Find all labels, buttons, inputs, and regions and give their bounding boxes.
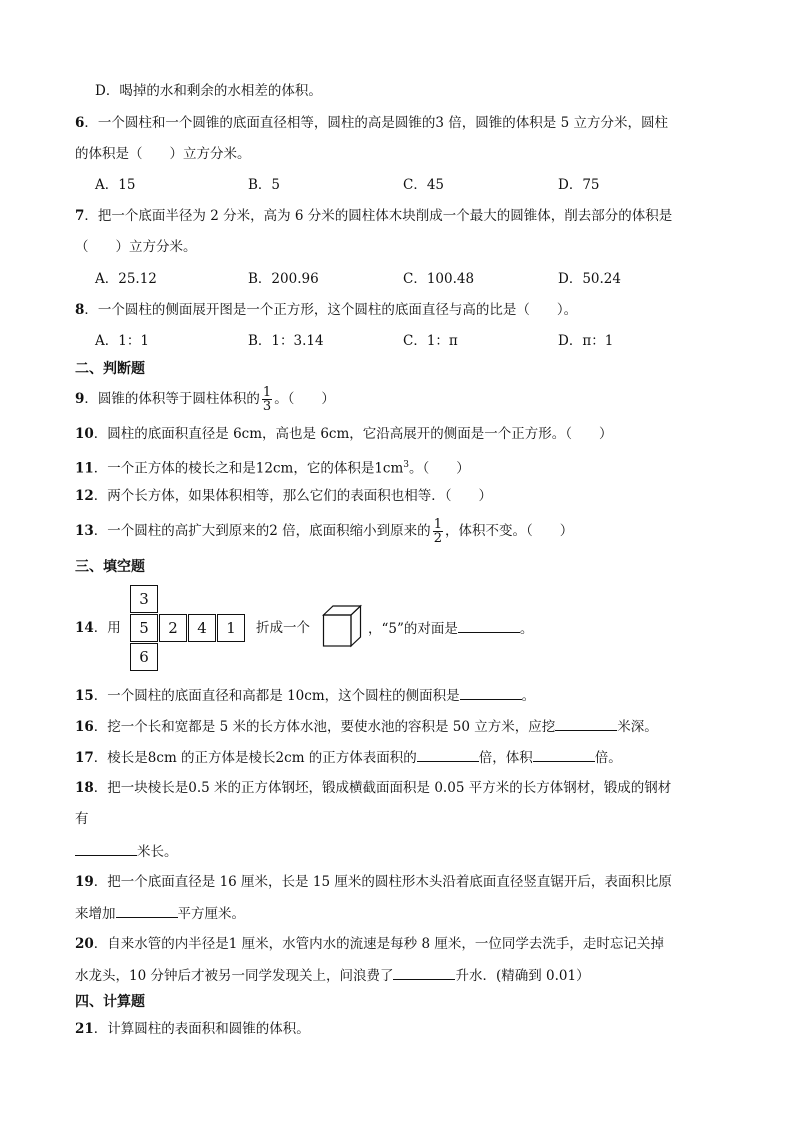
question-number: 15 (75, 688, 94, 704)
question-text: ．一个圆柱的高扩大到原来的2 倍，底面积缩小到原来的 (93, 523, 431, 539)
question-8 (75, 300, 577, 320)
question-number: 12 (75, 488, 94, 504)
question-number: 11 (75, 460, 94, 477)
question-text: ．圆锥的体积等于圆柱体积的 (84, 391, 260, 407)
question-number: 21 (75, 1021, 94, 1037)
q6-option-a: A．15 (95, 177, 136, 193)
answer-blank[interactable] (75, 841, 137, 856)
question-text: ，“5”的对面是 (368, 621, 458, 637)
answer-blank[interactable] (393, 965, 455, 980)
question-text: ．计算圆柱的表面积和圆锥的体积。 (93, 1021, 310, 1037)
question-text: ．一个圆柱的侧面展开图是一个正方形，这个圆柱的底面直径与高的比是（ ）。 (84, 302, 578, 318)
question-number: 9 (75, 391, 85, 407)
fraction (262, 386, 272, 413)
question-17 (75, 747, 622, 768)
question-text: ．一个正方体的棱长之和是12cm，它的体积是1cm (93, 460, 404, 477)
section-heading-calculation: 四、计算题 (75, 994, 145, 1010)
question-number: 16 (75, 719, 94, 735)
net-face: 2 (159, 614, 187, 642)
question-18-line2: 有 (75, 811, 89, 827)
question-text: ．圆柱的底面积直径是 6cm，高也是 6cm，它沿高展开的侧面是一个正方形。（ ） (93, 426, 613, 442)
question-text-end: 米深。 (617, 719, 658, 735)
q6-option-b: B．5 (248, 177, 281, 193)
question-text: ．棱长是8cm 的正方体是棱长2cm 的正方体表面积的 (93, 750, 417, 766)
question-text: ．把一个底面半径为 2 分米，高为 6 分米的圆柱体木块削成一个最大的圆锥体，削去部分的体积是 (84, 208, 673, 224)
q7-option-c: C．100.48 (403, 271, 475, 287)
question-text: ．挖一个长和宽都是 5 米的长方体水池，要使水池的容积是 50 立方米，应挖 (93, 719, 556, 735)
question-text: 水龙头，10 分钟后才被另一同学发现关上，问浪费了 (75, 968, 394, 984)
question-7 (75, 206, 672, 226)
question-text-end: 倍。 (594, 750, 622, 766)
question-10 (75, 424, 613, 444)
q8-option-c: C．1：π (403, 333, 458, 349)
question-text-mid: 倍，体积 (478, 750, 533, 766)
question-7-line2: （ ）立方分米。 (75, 239, 197, 255)
q8-option-b: B．1：3.14 (248, 333, 324, 349)
q7-option-a: A．25.12 (95, 271, 157, 287)
q7-option-d: D．50.24 (558, 271, 621, 287)
section-heading-judgement: 二、判断题 (75, 361, 145, 377)
net-face: 3 (130, 585, 158, 613)
question-text-end: 。（ ） (409, 460, 470, 477)
question-number: 18 (75, 780, 94, 796)
question-text: ．一个圆柱和一个圆锥的底面直径相等，圆柱的高是圆锥的3 倍，圆锥的体积是 5 立方分米，圆柱 (84, 115, 668, 131)
q8-option-d: D．π：1 (558, 333, 614, 349)
question-text-end: 米长。 (137, 844, 178, 860)
question-number: 13 (75, 523, 94, 539)
question-9 (75, 386, 335, 413)
q8-option-a: A．1：1 (95, 333, 149, 349)
question-text-end: 。 (521, 688, 536, 704)
section-heading-fill-blank: 三、填空题 (75, 559, 145, 575)
superscript: 3 (403, 460, 410, 470)
question-text-end: 。 (519, 621, 534, 637)
question-15 (75, 685, 535, 706)
question-14-mid: 折成一个 (256, 620, 310, 636)
question-text: ．一个圆柱的底面直径和高都是 10cm，这个圆柱的侧面积是 (93, 688, 460, 704)
question-19-line2 (75, 903, 245, 924)
question-number: 17 (75, 750, 94, 766)
question-text-end: 平方厘米。 (177, 906, 245, 922)
answer-blank[interactable] (555, 716, 617, 731)
question-text: ．两个长方体，如果体积相等，那么它们的表面积也相等．（ ） (93, 488, 493, 504)
q5-option-d: D．喝掉的水和剩余的水相差的体积。 (95, 83, 322, 99)
question-text: ．自来水管的内半径是1 厘米，水管内水的流速是每秒 8 厘米，一位同学去洗手，走时忘记关掉 (93, 936, 664, 952)
fraction-denominator: 2 (433, 531, 442, 546)
q6-option-d: D．75 (558, 177, 600, 193)
question-text: ．用 (93, 620, 121, 636)
net-face: 1 (217, 614, 245, 642)
question-number: 6 (75, 115, 85, 131)
q7-option-b: B．200.96 (248, 271, 319, 287)
question-text: 来增加 (75, 906, 116, 922)
question-text-end: 升水．(精确到 0.01） (455, 968, 590, 984)
fraction-numerator: 1 (433, 517, 442, 532)
question-11 (75, 455, 470, 479)
question-16 (75, 716, 658, 737)
answer-blank[interactable] (458, 618, 520, 633)
question-number: 10 (75, 426, 94, 442)
question-text: ．把一块棱长是0.5 米的正方体钢坯，锻成横截面面积是 0.05 平方米的长方体钢材，锻成的钢材 (93, 780, 672, 796)
question-18 (75, 778, 671, 798)
q6-option-c: C．45 (403, 177, 445, 193)
question-6-line2: 的体积是（ ）立方分米。 (75, 146, 251, 162)
answer-blank[interactable] (533, 747, 595, 762)
net-face: 6 (130, 643, 158, 671)
question-20 (75, 934, 664, 954)
question-text: ．把一个底面直径是 16 厘米，长是 15 厘米的圆柱形木头沿着底面直径竖直锯开后，表面积比原 (93, 874, 672, 890)
question-20-line2 (75, 965, 590, 986)
question-19 (75, 872, 672, 892)
cube-icon (322, 604, 362, 648)
question-6 (75, 113, 668, 133)
question-number: 19 (75, 874, 94, 890)
question-14-end (368, 618, 533, 639)
question-number: 8 (75, 302, 85, 318)
answer-blank[interactable] (460, 685, 522, 700)
question-14 (75, 618, 121, 638)
fraction-denominator: 3 (262, 399, 272, 414)
question-text-end: 。（ ） (274, 391, 335, 407)
fraction-numerator: 1 (262, 385, 272, 400)
question-number: 14 (75, 620, 94, 636)
net-face: 4 (188, 614, 216, 642)
question-12 (75, 486, 492, 506)
question-number: 7 (75, 208, 85, 224)
question-number: 20 (75, 936, 94, 952)
question-text-end: ，体积不变。（ ） (444, 523, 574, 539)
answer-blank[interactable] (116, 903, 178, 918)
answer-blank[interactable] (417, 747, 479, 762)
fraction (433, 518, 443, 545)
question-13 (75, 518, 573, 545)
question-21 (75, 1019, 310, 1039)
question-18-line3 (75, 841, 178, 862)
net-face: 5 (130, 614, 158, 642)
